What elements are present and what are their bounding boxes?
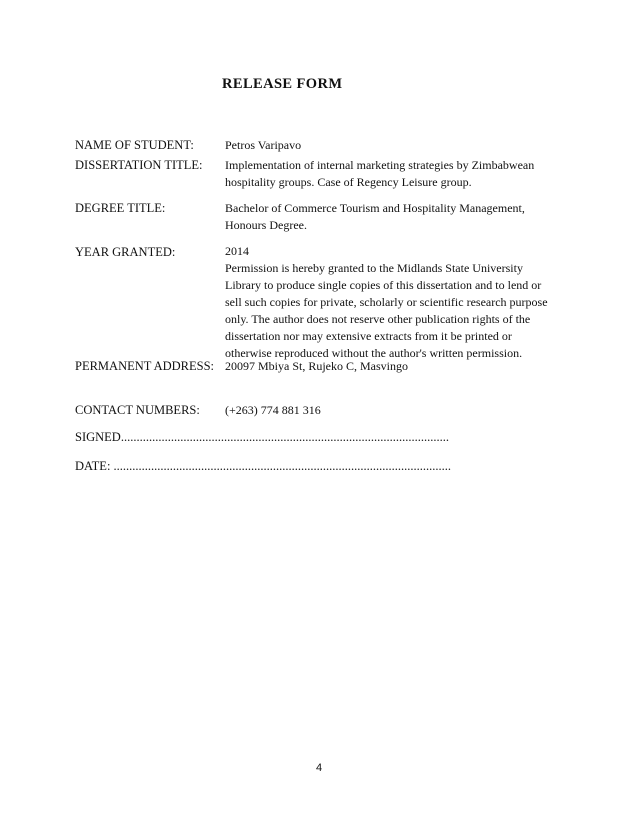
page-number: 4 xyxy=(315,762,323,774)
date-line: DATE: ............................................................................................................ xyxy=(75,459,452,473)
dissertation-title-label: DISSERTATION TITLE: xyxy=(75,158,203,172)
permanent-address-value: 20097 Mbiya St, Rujeko C, Masvingo xyxy=(225,359,409,373)
permission-line: Library to produce single copies of this dissertation and to lend or xyxy=(225,278,542,292)
dissertation-title-line: hospitality groups. Case of Regency Leisure group. xyxy=(225,175,472,189)
year-granted-label: YEAR GRANTED: xyxy=(75,245,176,259)
year-granted-value: 2014 xyxy=(225,244,249,258)
permission-line: otherwise reproduced without the author's written permission. xyxy=(225,346,523,360)
permission-line: sell such copies for private, scholarly or scientific research purpose xyxy=(225,295,548,309)
signed-line: SIGNED......................................................................................................... xyxy=(75,430,449,444)
permission-line: Permission is hereby granted to the Midlands State University xyxy=(225,261,523,275)
degree-title-label: DEGREE TITLE: xyxy=(75,201,166,215)
form-title: RELEASE FORM xyxy=(222,76,343,92)
contact-numbers-label: CONTACT NUMBERS: xyxy=(75,403,200,417)
contact-numbers-value: (+263) 774 881 316 xyxy=(225,403,321,417)
degree-title-line: Honours Degree. xyxy=(225,218,307,232)
student-name-value: Petros Varipavo xyxy=(225,138,302,152)
permission-line: only. The author does not reserve other publication rights of the xyxy=(225,312,531,326)
dissertation-title-line: Implementation of internal marketing strategies by Zimbabwean xyxy=(225,158,535,172)
degree-title-line: Bachelor of Commerce Tourism and Hospitality Management, xyxy=(225,201,525,215)
permanent-address-label: PERMANENT ADDRESS: xyxy=(75,359,215,373)
student-name-label: NAME OF STUDENT: xyxy=(75,138,194,152)
permission-line: dissertation nor may extensive extracts from it be printed or xyxy=(225,329,512,343)
